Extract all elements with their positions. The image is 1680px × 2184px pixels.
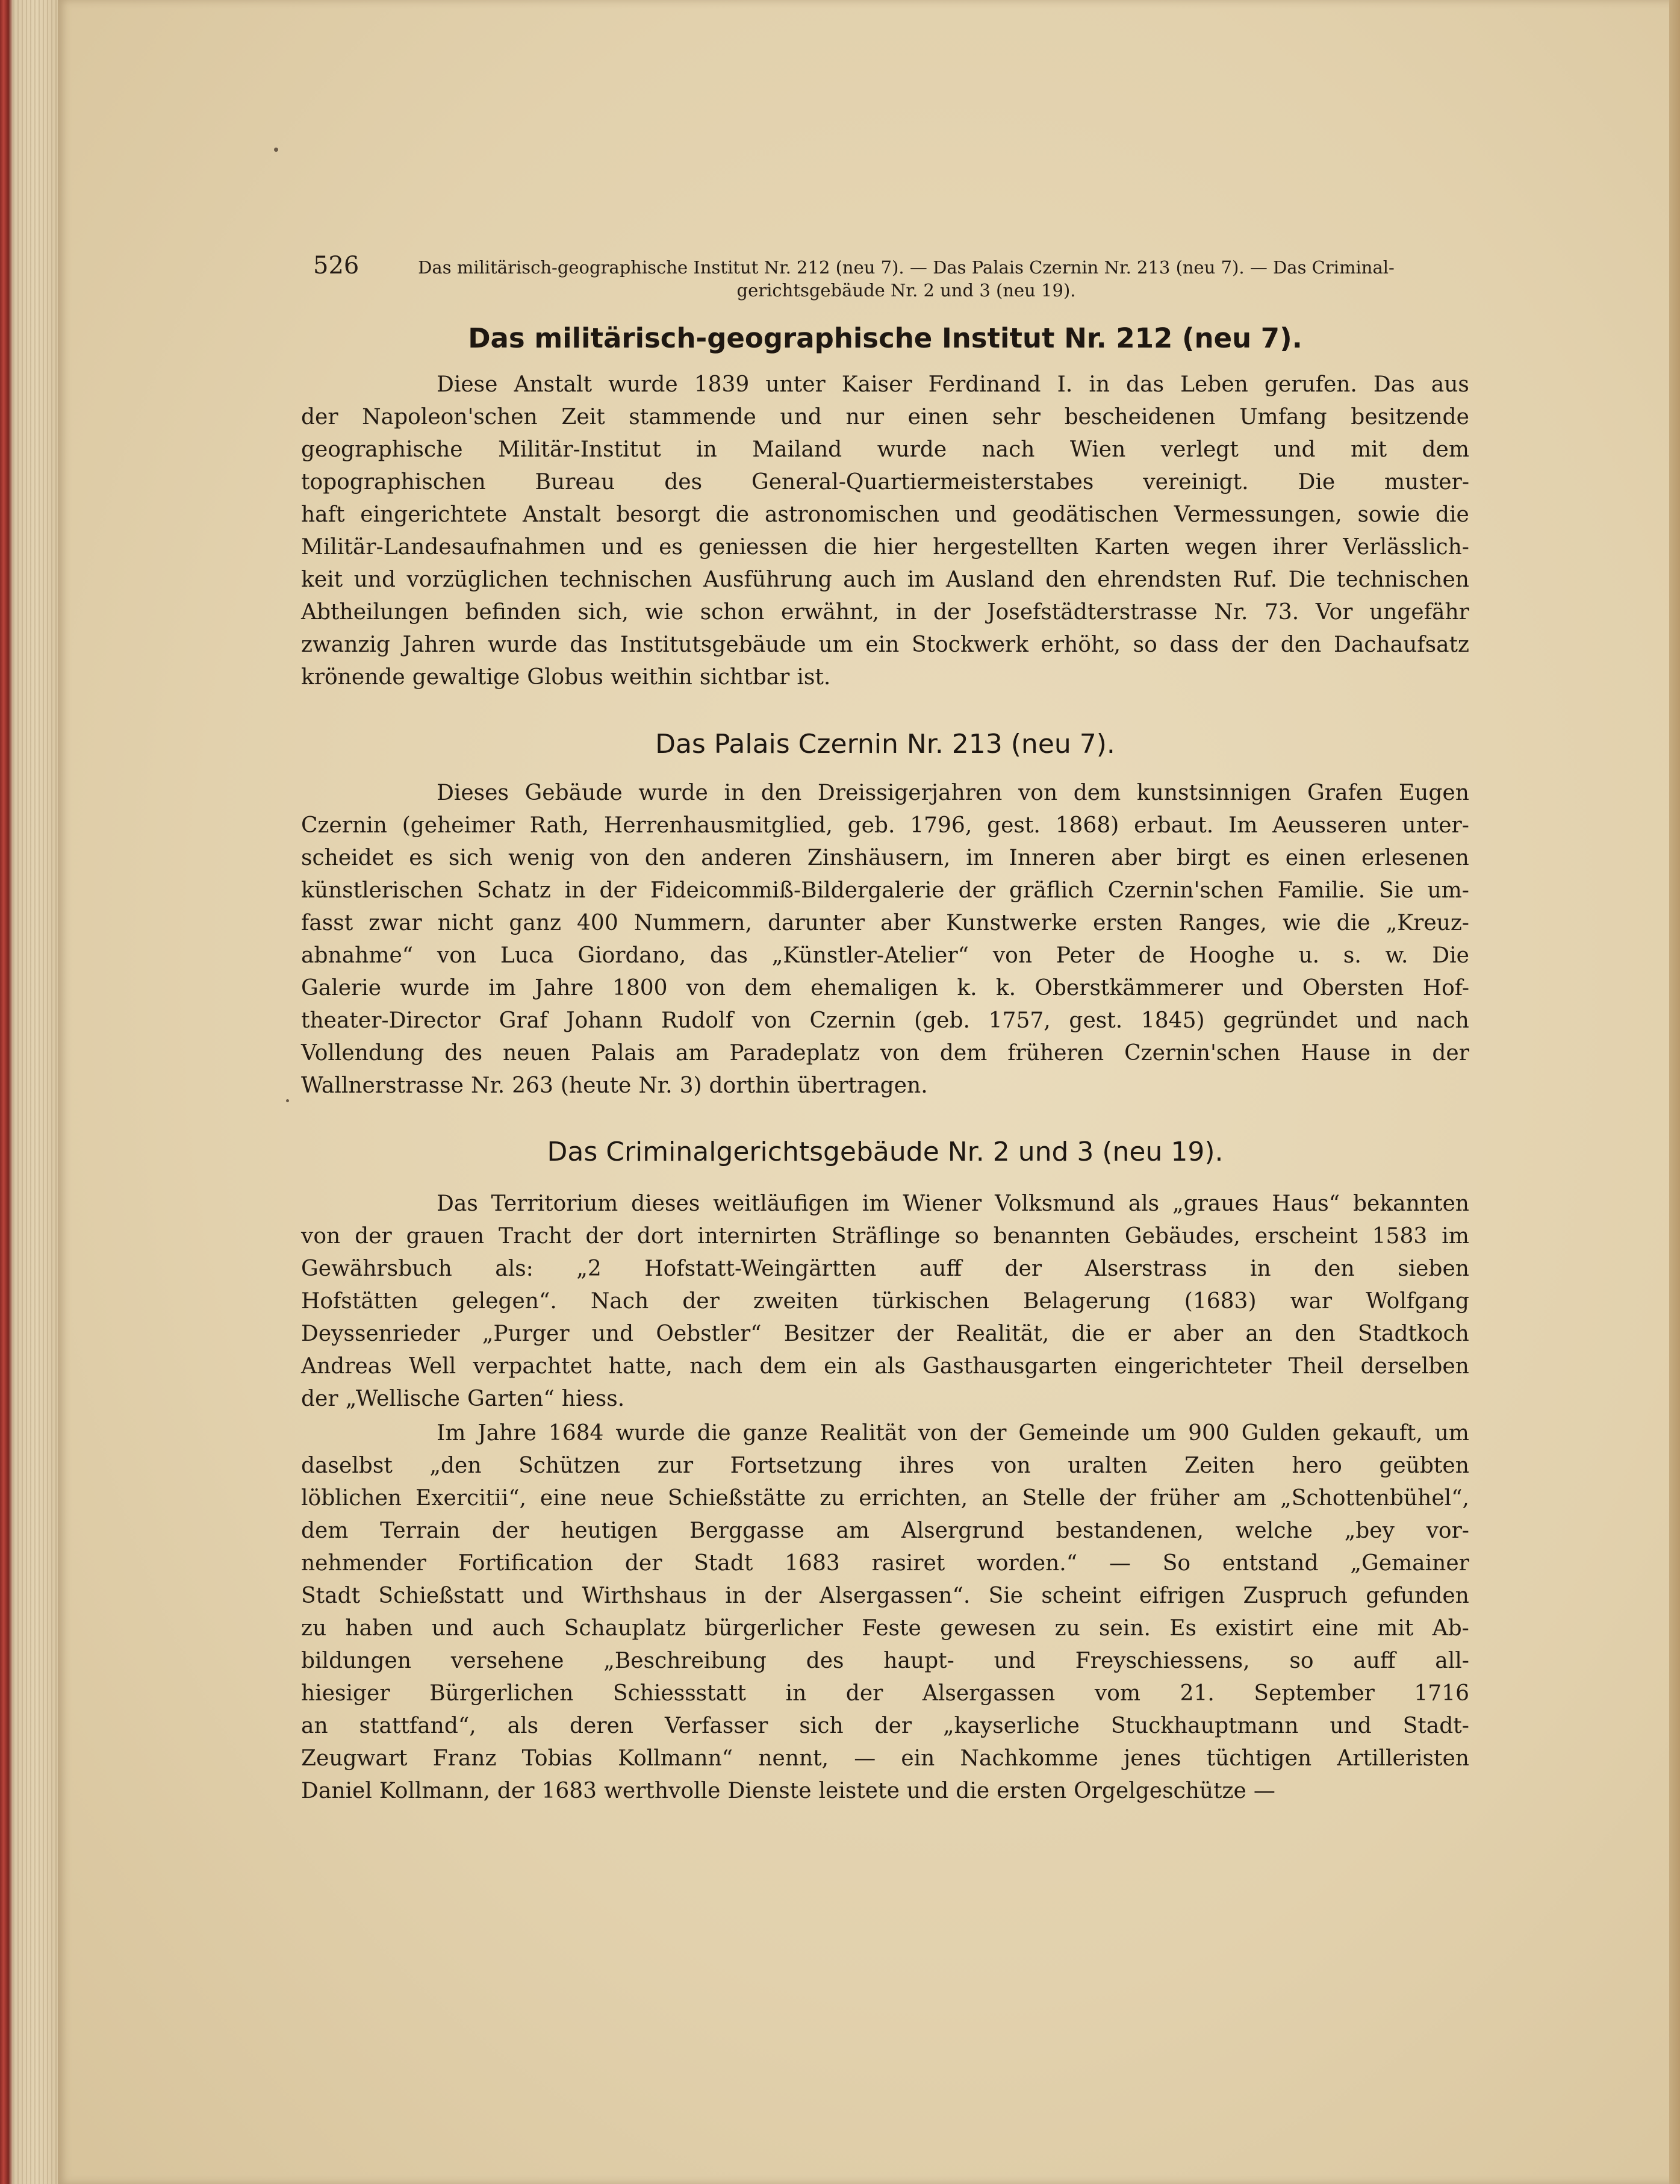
text-line: Deyssenrieder „Purger und Oebstler“ Besitzer der Realität, die er aber an den Stadtkoch [301, 1321, 1469, 1346]
page-right-edge [1669, 0, 1680, 2184]
text-line: Militär-Landesaufnahmen und es geniessen die hier hergestellten Karten wegen ihrer Verlässlich- [301, 535, 1469, 560]
section-title: Das Criminalgerichtsgebäude Nr. 2 und 3 (neu 19). [547, 1137, 1224, 1167]
text-line: keit und vorzüglichen technischen Ausführung auch im Ausland den ehrendsten Ruf. Die technischen [301, 567, 1469, 592]
text-line: zwanzig Jahren wurde das Institutsgebäude um ein Stockwerk erhöht, so dass der den Dachaufsatz [301, 632, 1469, 657]
text-line: topographischen Bureau des General-Quartiermeisterstabes vereinigt. Die muster- [301, 470, 1469, 495]
text-line: der Napoleon'schen Zeit stammende und nur einen sehr bescheidenen Umfang besitzende [301, 405, 1469, 429]
page-number: 526 [313, 252, 359, 279]
text-line: künstlerischen Schatz in der Fideicommiß-Bildergalerie der gräflich Czernin'schen Familie. Sie um- [301, 878, 1469, 903]
text-line: scheidet es sich wenig von den anderen Zinshäusern, im Inneren aber birgt es einen erlesenen [301, 846, 1469, 870]
section-title: Das Palais Czernin Nr. 213 (neu 7). [655, 729, 1115, 760]
text-line: Im Jahre 1684 wurde die ganze Realität von der Gemeinde um 900 Gulden gekauft, um [437, 1421, 1469, 1446]
text-line: Vollendung des neuen Palais am Paradeplatz von dem früheren Czernin'schen Hause in der [301, 1041, 1469, 1065]
text-line: löblichen Exercitii“, eine neue Schießstätte zu errichten, an Stelle der früher am „Schottenbühel“, [301, 1486, 1469, 1511]
text-line: geographische Militär-Institut in Mailand wurde nach Wien verlegt und mit dem [301, 437, 1469, 462]
text-line: krönende gewaltige Globus weithin sichtbar ist. [301, 665, 831, 690]
text-line: Abtheilungen befinden sich, wie schon erwähnt, in der Josefstädterstrasse Nr. 73. Vor ungefähr [301, 600, 1469, 625]
text-line: Stadt Schießstatt und Wirthshaus in der Alsergassen“. Sie scheint eifrigen Zuspruch gefunden [301, 1583, 1469, 1608]
text-line: dem Terrain der heutigen Berggasse am Alsergrund bestandenen, welche „bey vor- [301, 1518, 1469, 1543]
section-paragraph [301, 1417, 1469, 1808]
text-line: an stattfand“, als deren Verfasser sich der „kayserliche Stuckhauptmann und Stadt- [301, 1714, 1469, 1738]
text-line: fasst zwar nicht ganz 400 Nummern, darunter aber Kunstwerke ersten Ranges, wie die „Kreuz- [301, 911, 1469, 935]
text-line: Czernin (geheimer Rath, Herrenhausmitglied, geb. 1796, gest. 1868) erbaut. Im Aeusseren unter- [301, 813, 1469, 838]
text-line: theater-Director Graf Johann Rudolf von Czernin (geb. 1757, gest. 1845) gegründet und nach [301, 1008, 1469, 1033]
text-line: Das Territorium dieses weitläufigen im Wiener Volksmund als „graues Haus“ bekannten [437, 1191, 1469, 1216]
section-paragraph [301, 1188, 1469, 1415]
text-line: Andreas Well verpachtet hatte, nach dem ein als Gasthausgarten eingerichteter Theil derselben [301, 1354, 1469, 1379]
text-line: Hofstätten gelegen“. Nach der zweiten türkischen Belagerung (1683) war Wolfgang [301, 1289, 1469, 1314]
text-line: Galerie wurde im Jahre 1800 von dem ehemaligen k. k. Oberstkämmerer und Obersten Hof- [301, 976, 1469, 1000]
text-line: Gewährsbuch als: „2 Hofstatt-Weingärtten auff der Alserstrass in den sieben [301, 1256, 1469, 1281]
text-line: nehmender Fortification der Stadt 1683 rasiret worden.“ — So entstand „Gemainer [301, 1551, 1469, 1576]
text-line: bildungen versehene „Beschreibung des haupt- und Freyschiessens, so auff all- [301, 1649, 1469, 1673]
text-line: haft eingerichtete Anstalt besorgt die astronomischen und geodätischen Vermessungen, sowie die [301, 502, 1469, 527]
text-line: daselbst „den Schützen zur Fortsetzung ihres von uralten Zeiten hero geübten [301, 1453, 1469, 1478]
running-header-line: gerichtsgebäude Nr. 2 und 3 (neu 19). [736, 280, 1076, 301]
text-line: Wallnerstrasse Nr. 263 (heute Nr. 3) dorthin übertragen. [301, 1073, 928, 1098]
section-paragraph [301, 777, 1469, 1102]
text-line: Daniel Kollmann, der 1683 werthvolle Dienste leistete und die ersten Orgelgeschütze — [301, 1779, 1275, 1803]
text-line: von der grauen Tracht der dort internirten Sträflinge so benannten Gebäudes, erscheint 1583 im [301, 1224, 1469, 1249]
paper-speck [274, 148, 278, 152]
running-header-line: Das militärisch-geographische Institut Nr. 212 (neu 7). — Das Palais Czernin Nr. 213 (neu 7). — Das Criminal- [418, 257, 1395, 278]
text-line: abnahme“ von Luca Giordano, das „Künstler-Atelier“ von Peter de Hooghe u. s. w. Die [301, 943, 1469, 968]
text-line: Diese Anstalt wurde 1839 unter Kaiser Ferdinand I. in das Leben gerufen. Das aus [437, 372, 1469, 397]
section-paragraph [301, 369, 1469, 694]
text-line: hiesiger Bürgerlichen Schiessstatt in der Alsergassen vom 21. September 1716 [301, 1681, 1469, 1706]
text-line: zu haben und auch Schauplatz bürgerlicher Feste gewesen zu sein. Es existirt eine mit Ab- [301, 1616, 1469, 1641]
running-header [373, 256, 1439, 302]
paper-speck [286, 1099, 289, 1102]
text-line: der „Wellische Garten“ hiess. [301, 1387, 625, 1411]
section-title: Das militärisch-geographische Institut Nr. 212 (neu 7). [468, 322, 1302, 354]
text-line: Zeugwart Franz Tobias Kollmann“ nennt, — ein Nachkomme jenes tüchtigen Artilleristen [301, 1746, 1469, 1771]
text-line: Dieses Gebäude wurde in den Dreissigerjahren von dem kunstsinnigen Grafen Eugen [437, 781, 1469, 805]
